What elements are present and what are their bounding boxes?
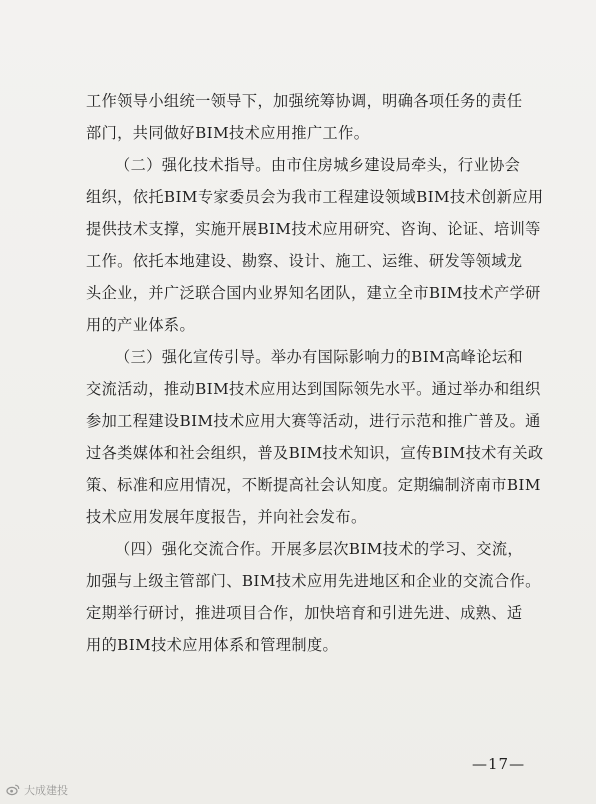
body-line-10: 交流活动，推动BIM技术应用达到国际领先水平。通过举办和组织 bbox=[86, 380, 541, 398]
body-line-14: 技术应用发展年度报告，并向社会发布。 bbox=[86, 508, 367, 526]
body-line-16: 加强与上级主管部门、BIM技术应用先进地区和企业的交流合作。 bbox=[86, 572, 541, 590]
section-heading-4: （四）强化交流合作。开展多层次BIM技术的学习、交流， bbox=[115, 540, 524, 558]
page-number: —17— bbox=[472, 755, 526, 773]
body-line-12: 过各类媒体和社会组织，普及BIM技术知识，宣传BIM技术有关政 bbox=[86, 444, 544, 462]
body-line-6: 工作。依托本地建设、勘察、设计、施工、运维、研发等领域龙 bbox=[86, 252, 523, 270]
section-heading-2: （二）强化技术指导。由市住房城乡建设局牵头，行业协会 bbox=[115, 156, 521, 174]
watermark bbox=[6, 780, 126, 800]
body-line-17: 定期举行研讨，推进项目合作，加快培育和引进先进、成熟、适 bbox=[86, 604, 523, 622]
body-line-13: 策、标准和应用情况，不断提高社会认知度。定期编制济南市BIM bbox=[86, 476, 541, 494]
body-line-2: 部门，共同做好BIM技术应用推广工作。 bbox=[86, 124, 370, 142]
section-heading-3: （三）强化宣传引导。举办有国际影响力的BIM高峰论坛和 bbox=[115, 348, 524, 366]
body-line-8: 用的产业体系。 bbox=[86, 316, 196, 334]
body-line-11: 参加工程建设BIM技术应用大赛等活动，进行示范和推广普及。通 bbox=[86, 412, 541, 430]
body-line-4: 组织，依托BIM专家委员会为我市工程建设领域BIM技术创新应用 bbox=[86, 188, 544, 206]
body-line-5: 提供技术支撑，实施开展BIM技术应用研究、咨询、论证、培训等 bbox=[86, 220, 541, 238]
watermark-text: 大成建投 bbox=[24, 784, 68, 797]
body-line-1: 工作领导小组统一领导下，加强统筹协调，明确各项任务的责任 bbox=[86, 92, 523, 110]
body-line-18: 用的BIM技术应用体系和管理制度。 bbox=[86, 636, 339, 654]
body-line-7: 头企业，并广泛联合国内业界知名团队，建立全市BIM技术产学研 bbox=[86, 284, 541, 302]
weibo-logo-icon bbox=[6, 783, 20, 797]
